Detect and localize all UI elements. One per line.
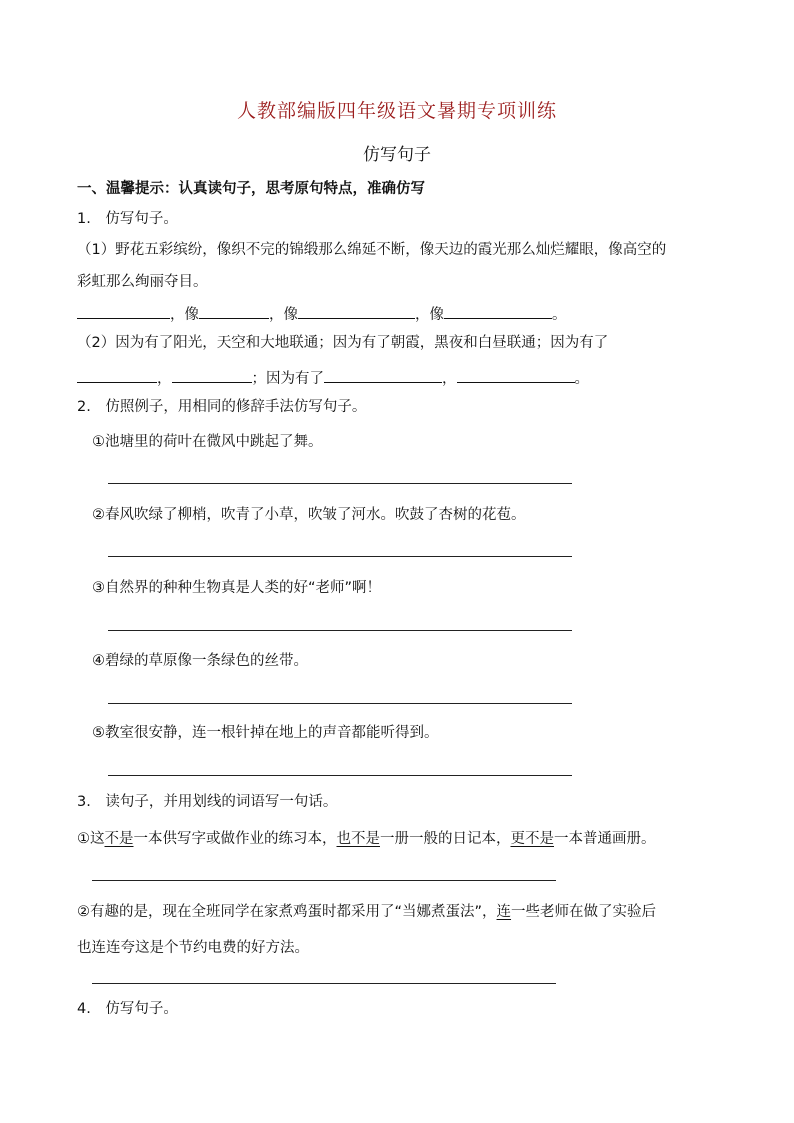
q1-sub1-line2: 彩虹那么绚丽夺目。 <box>77 274 208 290</box>
text-fragment: ②有趣的是，现在全班同学在家煮鸡蛋时都采用了“当娜煮蛋法”， <box>77 904 497 920</box>
q1-sub2-fill-row <box>77 366 589 389</box>
q3-label: 3. 读句子，并用划线的词语写一句话。 <box>77 794 338 810</box>
underlined-word: 也不是 <box>336 831 380 847</box>
answer-blank[interactable] <box>77 366 157 383</box>
fill-connector: ，像 <box>170 307 199 323</box>
answer-blank[interactable] <box>457 366 575 383</box>
q2-item-1: ①池塘里的荷叶在微风中跳起了舞。 <box>92 434 323 450</box>
q2-item-3: ③自然界的种种生物真是人类的好“老师”啊！ <box>92 580 382 596</box>
q2-item-2: ②春风吹绿了柳梢，吹青了小草，吹皱了河水。吹鼓了杏树的花苞。 <box>92 507 526 523</box>
underlined-word: 不是 <box>104 831 134 847</box>
q3-sentence-2-line2: 也连连夸这是个节约电费的好方法。 <box>77 940 309 956</box>
text-fragment: 一本供写字或做作业的练习本， <box>133 831 337 847</box>
document-subtitle: 仿写句子 <box>363 145 431 165</box>
answer-line[interactable] <box>108 775 572 776</box>
q1-sub1-line1: （1）野花五彩缤纷，像织不完的锦缎那么绵延不断，像天边的霞光那么灿烂耀眼，像高空的 <box>77 242 667 258</box>
text-fragment: 一册一般的日记本， <box>380 831 511 847</box>
q1-sub1-fill-row <box>77 302 567 325</box>
answer-line[interactable] <box>108 556 572 557</box>
fill-connector: ，像 <box>269 307 298 323</box>
text-fragment: 一些老师在做了实验后 <box>511 904 657 920</box>
answer-blank[interactable] <box>444 302 552 319</box>
underlined-word: 更不是 <box>510 831 554 847</box>
q2-item-5: ⑤教室很安静，连一根针掉在地上的声音都能听得到。 <box>92 725 439 741</box>
fill-connector: 。 <box>574 371 589 387</box>
document-title: 人教部编版四年级语文暑期专项训练 <box>236 100 557 122</box>
q2-item-4: ④碧绿的草原像一条绿色的丝带。 <box>92 653 308 669</box>
answer-line[interactable] <box>92 880 556 881</box>
answer-line[interactable] <box>108 703 572 704</box>
answer-blank[interactable] <box>324 366 442 383</box>
text-fragment: 一本普通画册。 <box>554 831 656 847</box>
fill-connector: 。 <box>552 307 567 323</box>
q1-sub2-line1: （2）因为有了阳光，天空和大地联通；因为有了朝霞，黑夜和白昼联通；因为有了 <box>77 335 609 351</box>
q1-label: 1. 仿写句子。 <box>77 211 178 227</box>
section-heading: 一、温馨提示：认真读句子，思考原句特点，准确仿写 <box>77 181 425 197</box>
answer-blank[interactable] <box>172 366 252 383</box>
q4-label: 4. 仿写句子。 <box>77 1001 178 1017</box>
answer-line[interactable] <box>108 483 572 484</box>
answer-blank[interactable] <box>77 302 170 319</box>
underlined-word: 连 <box>496 904 512 920</box>
fill-connector: ；因为有了 <box>251 371 324 387</box>
text-fragment: ①这 <box>77 831 105 847</box>
q3-sentence-2-line1 <box>77 902 656 922</box>
fill-connector: ，像 <box>415 307 444 323</box>
answer-blank[interactable] <box>298 302 415 319</box>
answer-line[interactable] <box>92 983 556 984</box>
q3-sentence-1 <box>77 829 656 849</box>
fill-connector: ， <box>157 371 172 387</box>
answer-line[interactable] <box>108 630 572 631</box>
answer-blank[interactable] <box>199 302 269 319</box>
q2-label: 2. 仿照例子，用相同的修辞手法仿写句子。 <box>77 399 367 415</box>
fill-connector: ， <box>442 371 457 387</box>
